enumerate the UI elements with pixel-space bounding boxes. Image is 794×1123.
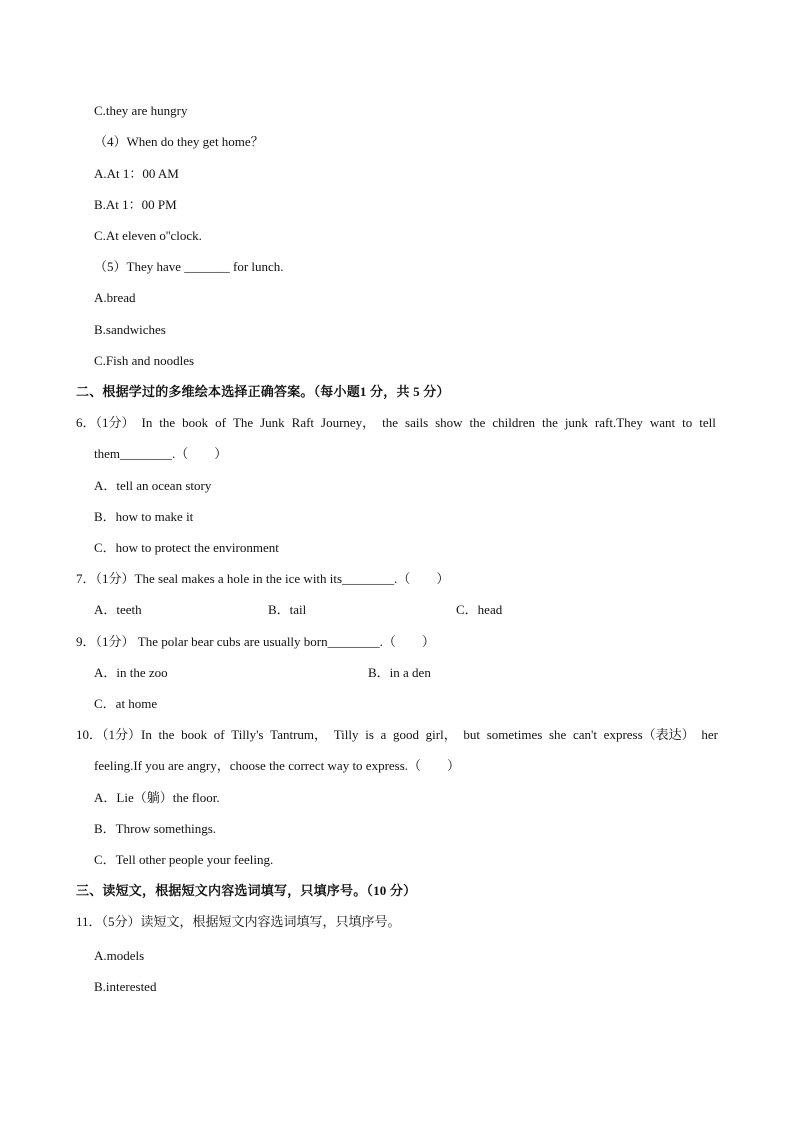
q10-word: of <box>213 727 225 742</box>
q10-word: sometimes <box>486 727 543 742</box>
q10-word: girl， <box>425 727 457 742</box>
q10-word: a <box>380 727 387 742</box>
q6-word: book <box>182 415 209 430</box>
question-10-option-a: A．Lie（躺）the floor. <box>94 790 220 805</box>
question-6-option-a: A．tell an ocean story <box>94 478 212 493</box>
option-c-fish-noodles: C.Fish and noodles <box>94 353 195 368</box>
section-3-heading: 三、读短文，根据短文内容选词填写，只填序号。（10 分） <box>76 883 417 898</box>
q6-word: the <box>159 415 176 430</box>
q6-word: the <box>469 415 486 430</box>
question-6-option-c: C．how to protect the environment <box>94 540 279 555</box>
question-7-option-b: B．tail <box>268 602 307 617</box>
q6-word: want <box>649 415 676 430</box>
q6-word: The <box>232 415 254 430</box>
q10-word: good <box>393 727 419 742</box>
q6-word: of <box>215 415 226 430</box>
question-11-option-a: A.models <box>94 948 145 963</box>
question-7-option-a: A．teeth <box>94 602 142 617</box>
question-9-option-b: B．in a den <box>368 665 431 680</box>
question-5-stem: （5）They have _______ for lunch. <box>94 259 284 274</box>
q6-word: sails <box>405 415 429 430</box>
question-9-stem: 9．（1分） The polar bear cubs are usually born________.（ ） <box>76 634 435 649</box>
question-10-stem-line2: feeling.If you are angry，choose the correct way to express.（ ） <box>94 758 461 773</box>
question-4-stem: （4）When do they get home？ <box>94 134 264 149</box>
option-a-bread: A.bread <box>94 290 136 305</box>
option-c-hungry: C.they are hungry <box>94 103 188 118</box>
q10-word: but <box>463 727 481 742</box>
option-a-1am: A.At 1：00 AM <box>94 166 179 181</box>
question-6-stem-line2: them________.（ ） <box>94 446 228 461</box>
q10-word: Tilly's <box>231 727 264 742</box>
q10-word: express（表达） <box>603 727 695 742</box>
q6-word: show <box>435 415 463 430</box>
q6-word: the <box>541 415 558 430</box>
q10-word: Tilly <box>333 727 359 742</box>
q6-word: to <box>682 415 693 430</box>
q6-word: raft.They <box>594 415 643 430</box>
q6-word: children <box>492 415 535 430</box>
q6-word: junk <box>564 415 588 430</box>
q10-word: book <box>181 727 208 742</box>
question-7-stem: 7．（1分）The seal makes a hole in the ice with its________.（ ） <box>76 571 450 586</box>
option-c-eleven: C.At eleven o''clock. <box>94 228 202 243</box>
q6-word: Raft <box>291 415 315 430</box>
q6-word: Journey， <box>321 415 376 430</box>
q10-word: is <box>365 727 374 742</box>
question-10-stem-line1 <box>76 727 718 743</box>
question-11-option-b: B.interested <box>94 979 157 994</box>
q6-word: Junk <box>260 415 285 430</box>
q10-word: the <box>158 727 175 742</box>
q10-word: 10．（1分）In <box>76 727 152 742</box>
q10-word: her <box>701 727 718 742</box>
q10-word: Tantrum， <box>270 727 328 742</box>
question-10-option-b: B．Throw somethings. <box>94 821 217 836</box>
q10-word: she <box>548 727 567 742</box>
q6-word: the <box>382 415 399 430</box>
question-6-option-b: B．how to make it <box>94 509 194 524</box>
q6-word: 6．（1分） <box>76 415 135 430</box>
question-9-option-a: A．in the zoo <box>94 665 168 680</box>
q6-word: tell <box>699 415 716 430</box>
q10-word: can't <box>573 727 597 742</box>
option-b-1pm: B.At 1：00 PM <box>94 197 177 212</box>
question-11-stem: 11．（5分）读短文，根据短文内容选词填写，只填序号。 <box>76 914 401 929</box>
option-b-sandwiches: B.sandwiches <box>94 322 166 337</box>
question-7-option-c: C．head <box>456 602 503 617</box>
question-6-stem-line1 <box>76 415 716 431</box>
question-9-option-c: C．at home <box>94 696 158 711</box>
section-2-heading: 二、根据学过的多维绘本选择正确答案。（每小题1 分，共 5 分） <box>76 384 450 399</box>
q6-word: In <box>141 415 153 430</box>
question-10-option-c: C．Tell other people your feeling. <box>94 852 274 867</box>
